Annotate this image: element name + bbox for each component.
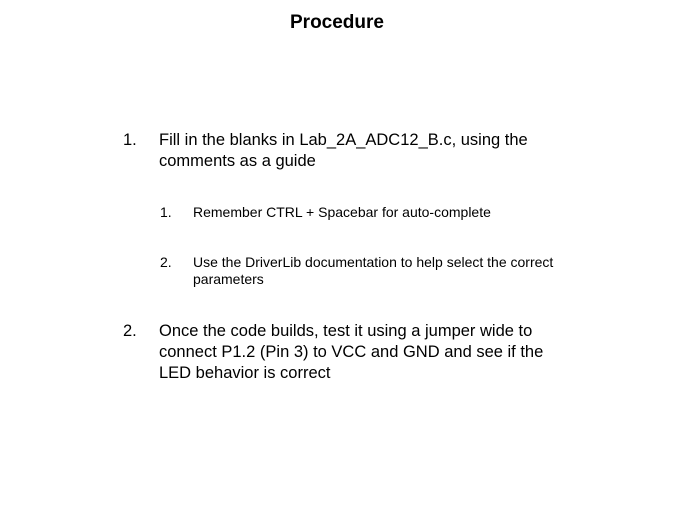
substep-1-1 — [160, 204, 580, 221]
step-1-number: 1. — [123, 131, 137, 149]
substep-1-2-number: 2. — [160, 254, 172, 270]
substep-1-2-text: Use the DriverLib documentation to help select the correct parameters — [193, 254, 554, 287]
step-2-number: 2. — [123, 322, 137, 340]
slide-title: Procedure — [290, 12, 384, 33]
substep-1-1-text: Remember CTRL + Spacebar for auto-complete — [193, 204, 491, 220]
substep-1-1-number: 1. — [160, 204, 172, 220]
step-2 — [123, 321, 568, 384]
step-1 — [123, 130, 573, 172]
substep-1-2 — [160, 254, 560, 288]
step-1-text: Fill in the blanks in Lab_2A_ADC12_B.c, using the comments as a guide — [159, 131, 528, 170]
step-2-text: Once the code builds, test it using a jumper wide to connect P1.2 (Pin 3) to VCC and GND and see if the LED behavior is correct — [159, 322, 544, 382]
